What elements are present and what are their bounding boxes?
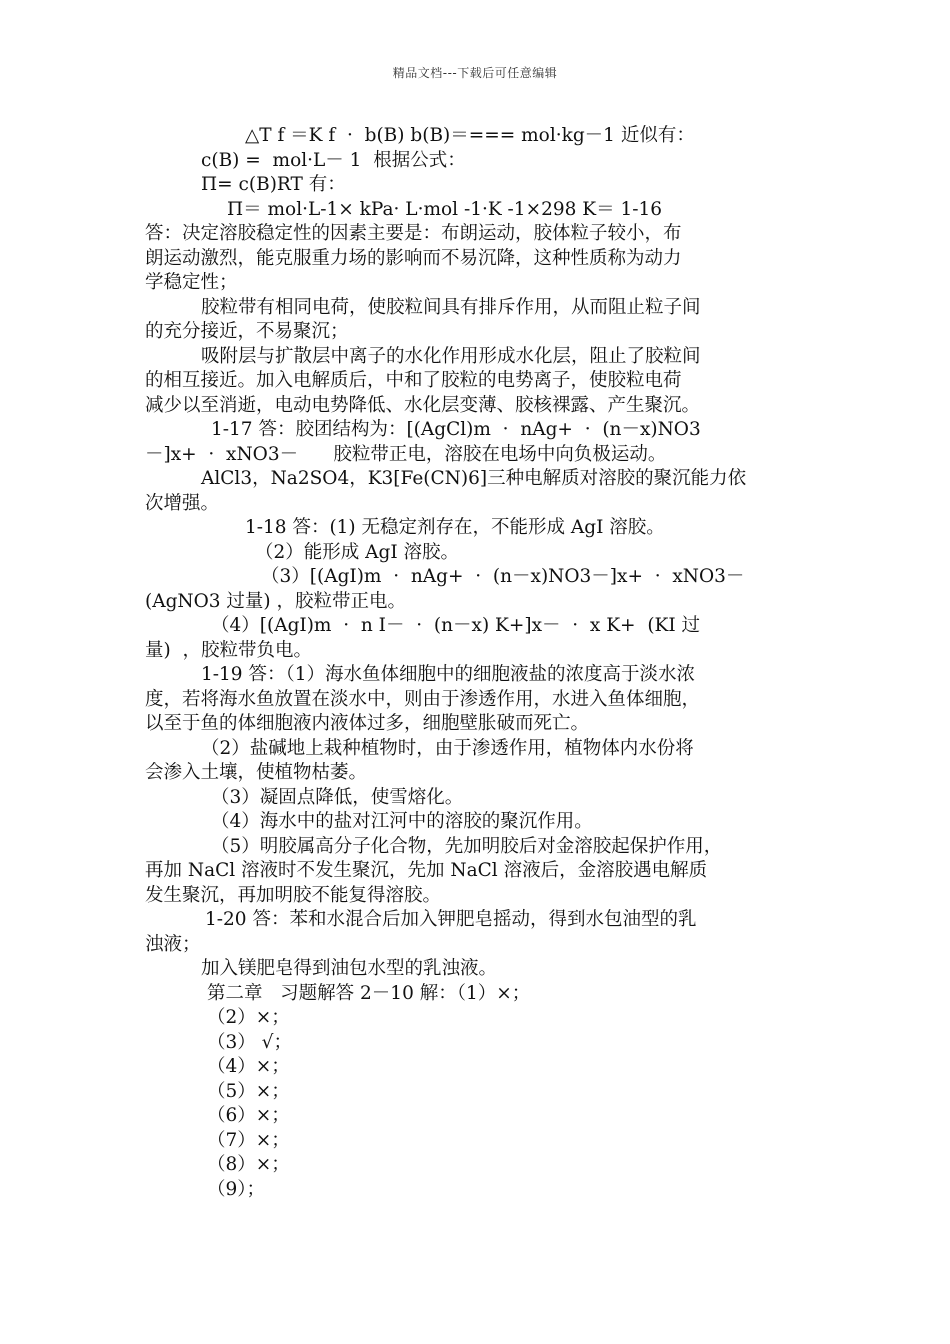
text-line: （7）×； bbox=[207, 1129, 290, 1151]
text-line: 量) ，胶粒带负电。 bbox=[145, 639, 312, 661]
text-line: （9）； bbox=[207, 1178, 266, 1200]
text-line: 次增强。 bbox=[145, 492, 220, 514]
text-line: 1-19 答：（1）海水鱼体细胞中的细胞液盐的浓度高于淡水浓 bbox=[201, 664, 695, 685]
page-header: 精品文档---下载后可任意编辑 bbox=[392, 66, 558, 80]
text-line: 第二章 习题解答 2－10 解：（1）×； bbox=[207, 982, 531, 1004]
text-line: （4）×； bbox=[207, 1056, 290, 1077]
text-line: （5）明胶属高分子化合物，先加明胶后对金溶胶起保护作用， bbox=[211, 835, 723, 857]
text-line: 的充分接近，不易聚沉； bbox=[145, 321, 349, 342]
text-line: －]x+ · xNO3－ 胶粒带正电，溶胶在电场中向负极运动。 bbox=[145, 443, 667, 465]
text-line: 朗运动激烈，能克服重力场的影响而不易沉降，这种性质称为动力 bbox=[145, 247, 682, 269]
text-line: （4）[(AgI)m · n I－ · (n－x) K+]x－ · x K+ (KI 过 bbox=[211, 615, 701, 636]
text-line: 学稳定性； bbox=[145, 272, 238, 293]
text-line: 浊液； bbox=[145, 933, 201, 955]
text-line: 的相互接近。加入电解质后，中和了胶粒的电势离子，使胶粒电荷 bbox=[145, 370, 682, 391]
text-line: 以至于鱼的体细胞液内液体过多，细胞壁胀破而死亡。 bbox=[145, 713, 590, 734]
text-line: （3）[(AgI)m · nAg+ · (n－x)NO3－]x+ · xNO3－ bbox=[261, 566, 745, 587]
text-line: （4）海水中的盐对江河中的溶胶的聚沉作用。 bbox=[211, 811, 593, 832]
text-line: c(B) = mol·L－ 1 根据公式： bbox=[201, 149, 466, 171]
text-line: （3） √； bbox=[207, 1031, 292, 1053]
document-body bbox=[145, 124, 810, 1202]
text-line: Π= c(B)RT 有： bbox=[201, 174, 346, 195]
text-line: Π＝ mol·L-1× kPa· L·mol -1·K -1×298 K＝ 1-16 bbox=[227, 198, 663, 220]
text-line: （8）×； bbox=[207, 1154, 290, 1175]
text-line: （2）盐碱地上栽种植物时，由于渗透作用，植物体内水份将 bbox=[201, 737, 694, 759]
text-line: △T f ＝K f · b(B) b(B)＝=== mol·kg－1 近似有： bbox=[245, 125, 695, 146]
text-line: （6）×； bbox=[207, 1105, 290, 1126]
text-line: （2）×； bbox=[207, 1007, 290, 1028]
text-line: 再加 NaCl 溶液时不发生聚沉，先加 NaCl 溶液后，金溶胶遇电解质 bbox=[145, 860, 708, 881]
text-line: 1-17 答：胶团结构为：[(AgCl)m · nAg+ · (n－x)NO3 bbox=[211, 419, 701, 440]
text-line: （3）凝固点降低，使雪熔化。 bbox=[211, 786, 464, 808]
text-line: （2）能形成 AgI 溶胶。 bbox=[255, 541, 460, 563]
text-line: 减少以至消逝，电动电势降低、水化层变薄、胶核裸露、产生聚沉。 bbox=[145, 394, 701, 416]
text-line: （5）×； bbox=[207, 1080, 290, 1102]
text-line: 会渗入土壤，使植物枯萎。 bbox=[145, 762, 368, 783]
text-line: 胶粒带有相同电荷，使胶粒间具有排斥作用，从而阻止粒子间 bbox=[201, 296, 701, 318]
text-line: AlCl3，Na2SO4，K3[Fe(CN)6]三种电解质对溶胶的聚沉能力依 bbox=[201, 468, 747, 489]
text-line: 1-20 答：苯和水混合后加入钾肥皂摇动，得到水包油型的乳 bbox=[205, 909, 697, 930]
text-line: (AgNO3 过量) ，胶粒带正电。 bbox=[145, 590, 407, 612]
text-line: 度，若将海水鱼放置在淡水中，则由于渗透作用，水进入鱼体细胞， bbox=[145, 688, 701, 710]
text-line: 1-18 答：(1) 无稳定剂存在，不能形成 AgI 溶胶。 bbox=[245, 517, 665, 538]
text-line: 答：决定溶胶稳定性的因素主要是：布朗运动，胶体粒子较小，布 bbox=[145, 223, 682, 244]
text-line: 发生聚沉，再加明胶不能复得溶胶。 bbox=[145, 884, 442, 906]
text-line: 吸附层与扩散层中离子的水化作用形成水化层，阻止了胶粒间 bbox=[201, 345, 701, 367]
text-line: 加入镁肥皂得到油包水型的乳浊液。 bbox=[201, 958, 498, 979]
